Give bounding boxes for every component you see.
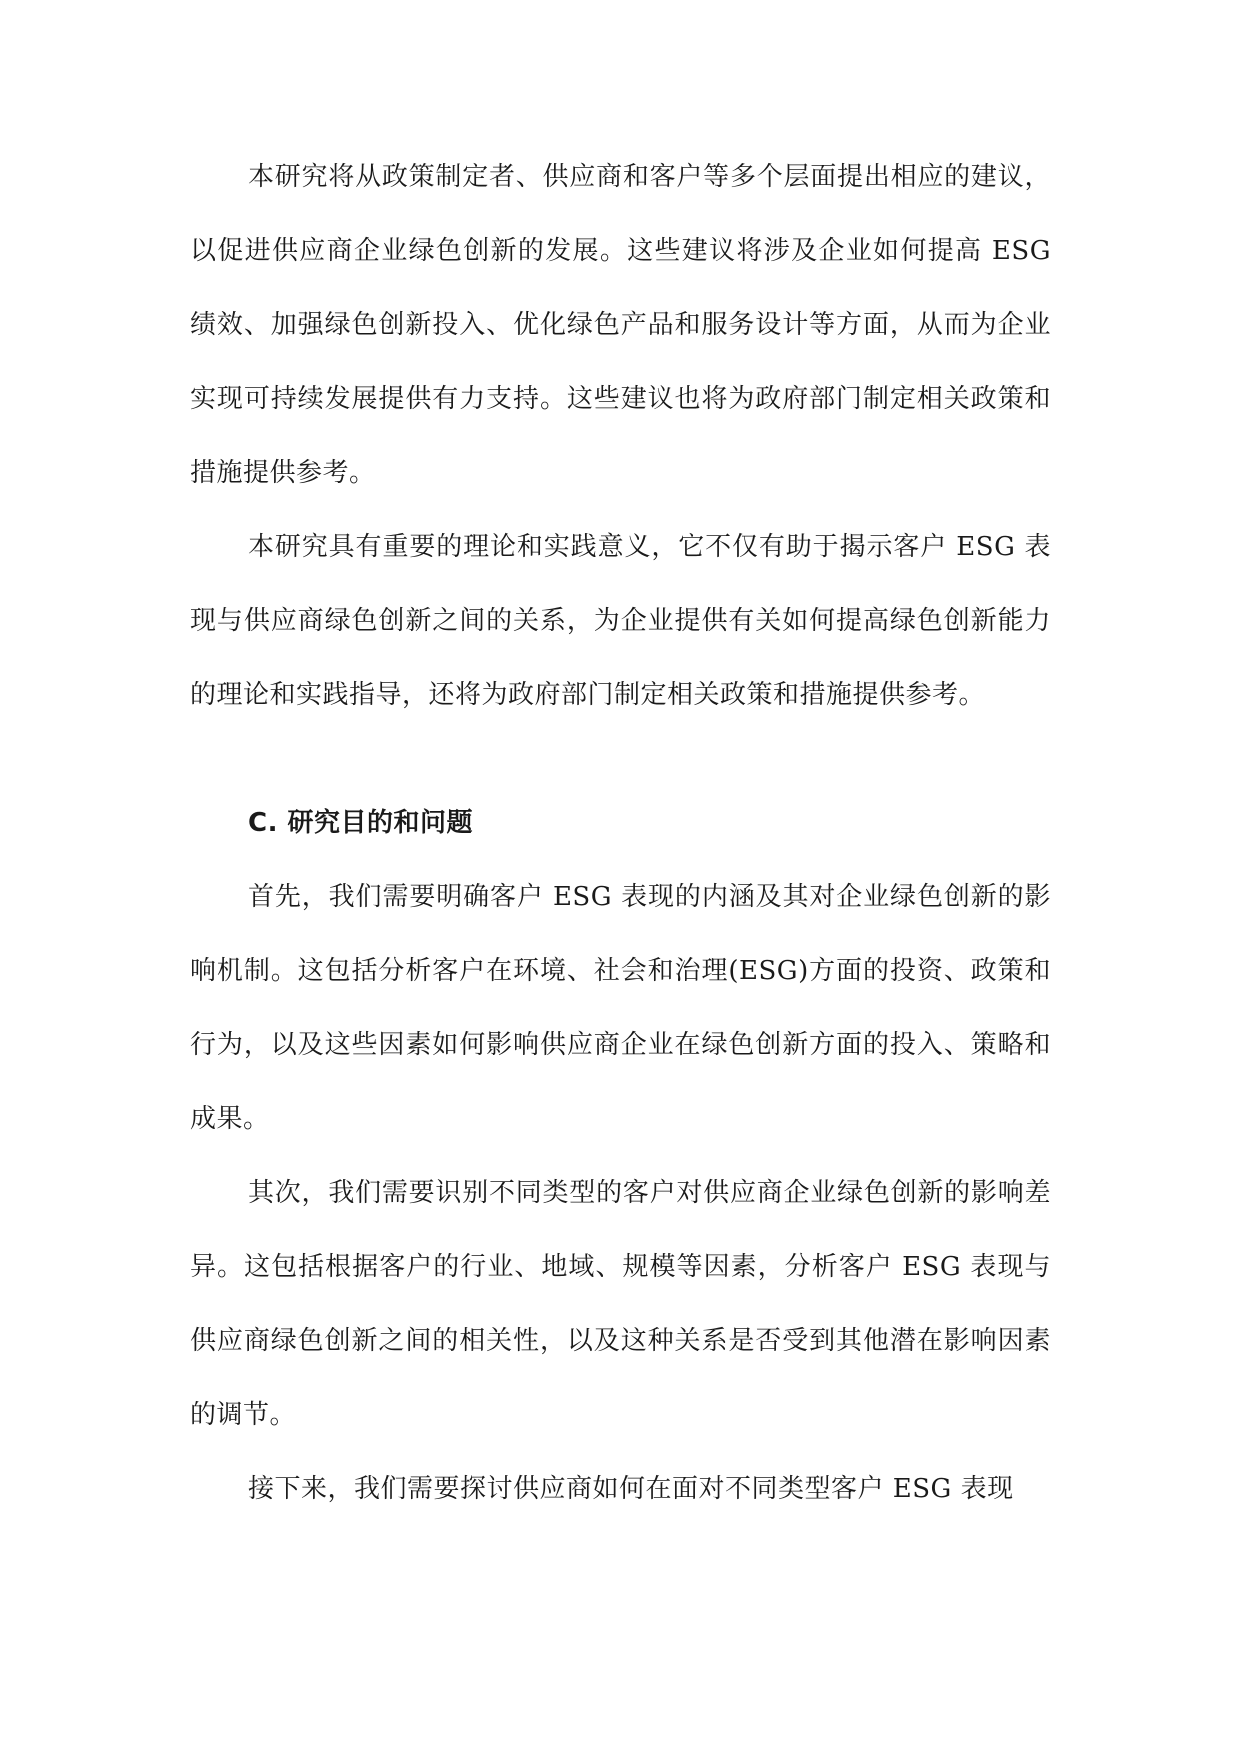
section-heading: C. 研究目的和问题 bbox=[248, 808, 474, 838]
paragraph-recommendations: 本研究将从政策制定者、供应商和客户等多个层面提出相应的建议，以促进供应商企业绿色创新的发展。这些建议将涉及企业如何提高 ESG 绩效、加强绿色创新投入、优化绿色产品和服务设计等方面，从而为企业实现可持续发展提供有力支持。这些建议也将为政府部门制定相关政策和措施提供参考。 bbox=[190, 162, 1051, 488]
paragraph-second-question: 其次，我们需要识别不同类型的客户对供应商企业绿色创新的影响差异。这包括根据客户的行业、地域、规模等因素，分析客户 ESG 表现与供应商绿色创新之间的相关性，以及这种关系是否受到其他潜在影响因素的调节。 bbox=[190, 1178, 1051, 1430]
paragraph-first-question: 首先，我们需要明确客户 ESG 表现的内涵及其对企业绿色创新的影响机制。这包括分析客户在环境、社会和治理(ESG)方面的投资、政策和行为，以及这些因素如何影响供应商企业在绿色创新方面的投入、策略和成果。 bbox=[190, 882, 1051, 1134]
paragraph-significance: 本研究具有重要的理论和实践意义，它不仅有助于揭示客户 ESG 表现与供应商绿色创新之间的关系，为企业提供有关如何提高绿色创新能力的理论和实践指导，还将为政府部门制定相关政策和措施提供参考。 bbox=[190, 532, 1051, 710]
paragraph-next-question: 接下来，我们需要探讨供应商如何在面对不同类型客户 ESG 表现 bbox=[248, 1474, 1014, 1504]
